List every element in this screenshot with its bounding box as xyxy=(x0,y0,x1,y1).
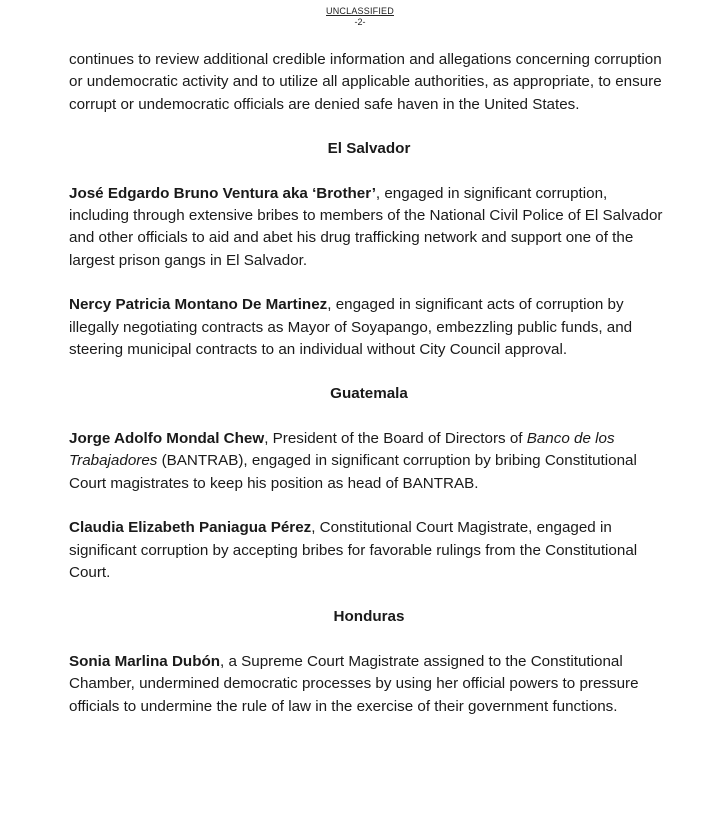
section-heading-honduras: Honduras xyxy=(333,608,405,626)
entry-text: , a Supreme Court Magistrate assigned to the Constitutional Chamber, undermined democratic processes by using her official powers to pressure officials to undermine the rule of law in the exercise of their government functions. xyxy=(69,652,639,715)
entry-paragraph xyxy=(69,651,669,718)
entry-paragraph xyxy=(69,294,669,361)
page-header xyxy=(0,6,720,28)
intro-paragraph: continues to review additional credible information and allegations concerning corruption or undemocratic activity and to utilize all applicable authorities, as appropriate, to ensure corrupt or undemocratic officials are denied safe haven in the United States. xyxy=(69,51,662,113)
designee-name: Sonia Marlina Dubón xyxy=(69,652,221,670)
classification-marking: UNCLASSIFIED xyxy=(326,6,394,16)
entry-paragraph xyxy=(69,183,669,273)
designee-name: Jorge Adolfo Mondal Chew xyxy=(69,429,265,447)
entry-text: , President of the Board of Directors of xyxy=(264,429,527,447)
designee-name: Nercy Patricia Montano De Martinez xyxy=(69,296,328,314)
document-body xyxy=(69,49,669,718)
entry-text: (BANTRAB), engaged in significant corruption by bribing Constitutional Court magistrates to keep his position as head of BANTRAB. xyxy=(69,452,637,492)
bank-name: Banco de los Trabajadores xyxy=(69,429,615,470)
entry-text: , Constitutional Court Magistrate, engaged in significant corruption by accepting bribes for favorable rulings from the Constitutional Court. xyxy=(69,519,638,581)
entry-text: , engaged in significant acts of corruption by illegally negotiating contracts as Mayor of Soyapango, embezzling public funds, and steering municipal contracts to an individual without City Council approval. xyxy=(69,296,633,359)
designee-name: José Edgardo Bruno Ventura aka ‘Brother’ xyxy=(69,184,376,202)
entry-paragraph xyxy=(69,517,669,584)
entry-text: , engaged in significant corruption, including through extensive bribes to members of the National Civil Police of El Salvador and other officials to aid and abet his drug trafficking network and support one of the largest prison gangs in El Salvador. xyxy=(69,184,663,269)
designee-name: Claudia Elizabeth Paniagua Pérez xyxy=(69,519,312,537)
section-heading-guatemala: Guatemala xyxy=(330,385,408,403)
section-heading-el-salvador: El Salvador xyxy=(327,140,411,158)
entry-paragraph xyxy=(69,428,669,495)
page-number: -2- xyxy=(354,17,366,27)
